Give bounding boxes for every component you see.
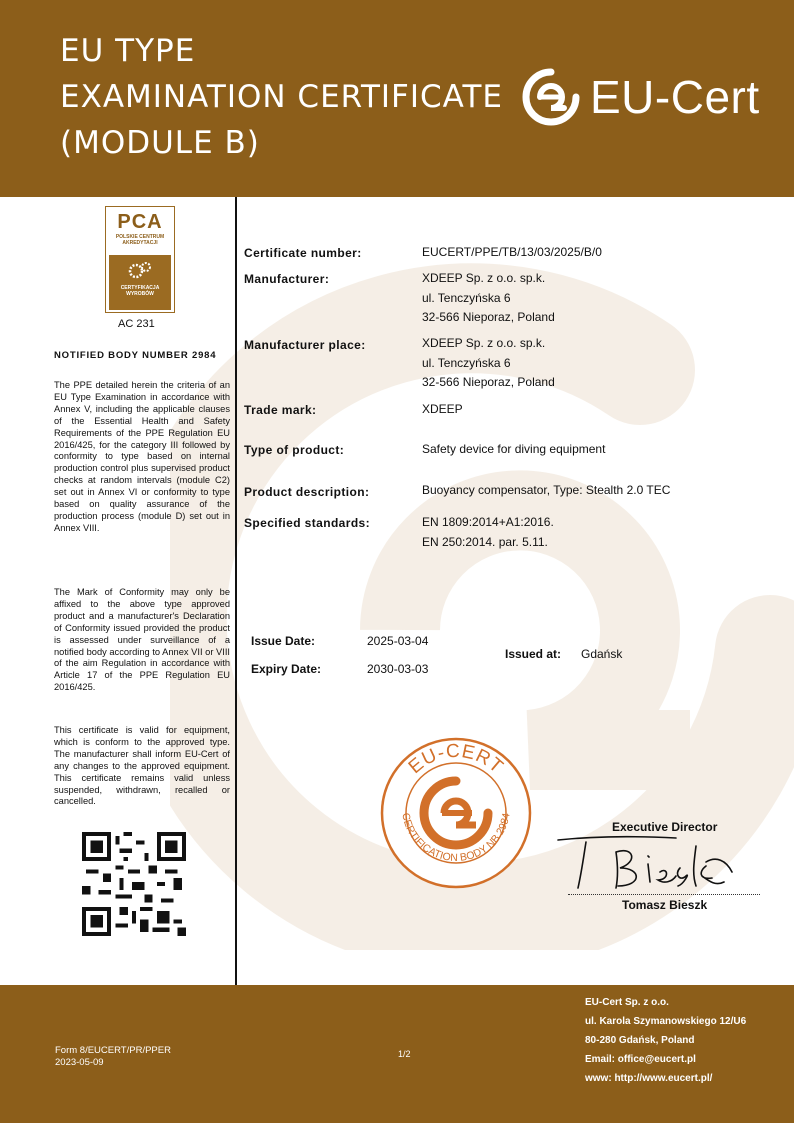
specified-standards-label: Specified standards: bbox=[244, 516, 371, 530]
manufacturer-city: 32-566 Nieporaz, Poland bbox=[422, 310, 555, 324]
manufacturer-place-value bbox=[422, 334, 555, 393]
certificate-title bbox=[60, 28, 503, 166]
issue-date-label: Issue Date: bbox=[251, 634, 316, 648]
specified-standards-value bbox=[422, 513, 554, 552]
accreditation-code: AC 231 bbox=[118, 318, 155, 330]
brand-name: EU-Cert bbox=[590, 71, 760, 123]
manufacturer-place-name: XDEEP Sp. z o.o. sp.k. bbox=[422, 336, 546, 350]
expiry-date-value: 2030-03-03 bbox=[367, 662, 429, 676]
company-street: ul. Karola Szymanowskiego 12/U6 bbox=[585, 1016, 747, 1027]
notified-body-number: NOTIFIED BODY NUMBER 2984 bbox=[54, 350, 217, 361]
pca-logo-text: PCA bbox=[117, 211, 163, 233]
column-divider bbox=[235, 197, 237, 985]
issue-date-value: 2025-03-04 bbox=[367, 634, 429, 648]
signature-line bbox=[568, 894, 760, 895]
product-description-value: Buoyancy compensator, Type: Stealth 2.0 TEC bbox=[422, 483, 671, 497]
certificate-number-label: Certificate number: bbox=[244, 246, 362, 260]
manufacturer-place-city: 32-566 Nieporaz, Poland bbox=[422, 375, 555, 389]
pca-subtitle: AKREDYTACJI bbox=[122, 240, 158, 246]
certificate-number-value: EUCERT/PPE/TB/13/03/2025/B/0 bbox=[422, 245, 602, 259]
company-name: EU-Cert Sp. z o.o. bbox=[585, 997, 669, 1008]
manufacturer-label: Manufacturer: bbox=[244, 272, 330, 286]
expiry-date-label: Expiry Date: bbox=[251, 662, 322, 676]
pca-badge-text: WYROBÓW bbox=[126, 291, 154, 297]
qr-code[interactable] bbox=[82, 832, 186, 936]
manufacturer-value bbox=[422, 269, 555, 328]
manufacturer-name: XDEEP Sp. z o.o. sp.k. bbox=[422, 271, 546, 285]
header-banner bbox=[0, 0, 794, 197]
eu-cert-icon bbox=[520, 66, 582, 128]
manufacturer-street: ul. Tenczyńska 6 bbox=[422, 290, 511, 305]
standard-item: EN 250:2014. par. 5.11. bbox=[422, 534, 548, 549]
company-city: 80-280 Gdańsk, Poland bbox=[585, 1035, 695, 1046]
company-email[interactable]: Email: office@eucert.pl bbox=[585, 1054, 696, 1065]
mark-of-conformity-paragraph: The Mark of Conformity may only be affixed to the above type approved product and a manufacturer's Declaration of Conformity issued provided the product is assessed under surveillance of a notified body according to Annex VII or VIII of the aim Regulation in accordance with Article 17 of the PPE Regulation EU 2016/425. bbox=[54, 587, 230, 693]
manufacturer-place-street: ul. Tenczyńska 6 bbox=[422, 355, 511, 370]
page-number: 1/2 bbox=[398, 1049, 411, 1059]
gears-icon bbox=[125, 259, 155, 283]
seal-bottom-text: CERTIFICATION BODY NB 2984 bbox=[399, 811, 513, 865]
criteria-paragraph: The PPE detailed herein the criteria of an EU Type Examination in accordance with Annex V, including the applicable clauses of the Essential Health and Safety Requirements of the PPE Regulation EU 2016/425, for the category III followed by conformity to type based on internal production control plus supervised product checks at random intervals (module C2) set out in Annex VI or conformity to type based on quality assurance of the production process (module D) set out in Annex VIII. bbox=[54, 380, 230, 533]
signatory-role: Executive Director bbox=[612, 820, 718, 834]
trade-mark-label: Trade mark: bbox=[244, 403, 317, 417]
eu-cert-seal-stamp bbox=[380, 737, 532, 889]
standard-item: EN 1809:2014+A1:2016. bbox=[422, 515, 554, 529]
company-website[interactable]: www: http://www.eucert.pl/ bbox=[585, 1073, 713, 1084]
title-line: EU TYPE bbox=[60, 33, 196, 69]
footer-banner bbox=[0, 985, 794, 1123]
handwritten-signature bbox=[556, 832, 736, 892]
title-line: (MODULE B) bbox=[60, 125, 260, 161]
title-line: EXAMINATION CERTIFICATE bbox=[60, 79, 503, 115]
type-of-product-value: Safety device for diving equipment bbox=[422, 442, 606, 456]
issued-at-label: Issued at: bbox=[505, 647, 562, 661]
pca-accreditation-logo bbox=[105, 206, 175, 313]
manufacturer-place-label: Manufacturer place: bbox=[244, 338, 366, 352]
form-code bbox=[55, 1045, 171, 1069]
pca-subtitle: POLSKIE CENTRUM bbox=[115, 234, 165, 240]
eu-cert-logo bbox=[520, 66, 760, 128]
trade-mark-value: XDEEP bbox=[422, 402, 463, 416]
pca-badge-text: CERTYFIKACJA bbox=[120, 285, 160, 291]
signatory-name: Tomasz Bieszk bbox=[622, 898, 708, 912]
validity-paragraph: This certificate is valid for equipment, which is conform to the approved type. The manufacturer shall inform EU-Cert of any changes to the approved equipment. This certificate remains valid unless suspended, withdrawn, recalled or cancelled. bbox=[54, 725, 230, 807]
seal-top-text: EU-CERT bbox=[404, 740, 508, 779]
issued-at-value: Gdańsk bbox=[581, 647, 623, 661]
form-date: 2023-05-09 bbox=[55, 1057, 104, 1068]
type-of-product-label: Type of product: bbox=[244, 443, 345, 457]
company-address bbox=[585, 993, 746, 1088]
product-description-label: Product description: bbox=[244, 485, 370, 499]
form-number: Form 8/EUCERT/PR/PPER bbox=[55, 1045, 171, 1056]
